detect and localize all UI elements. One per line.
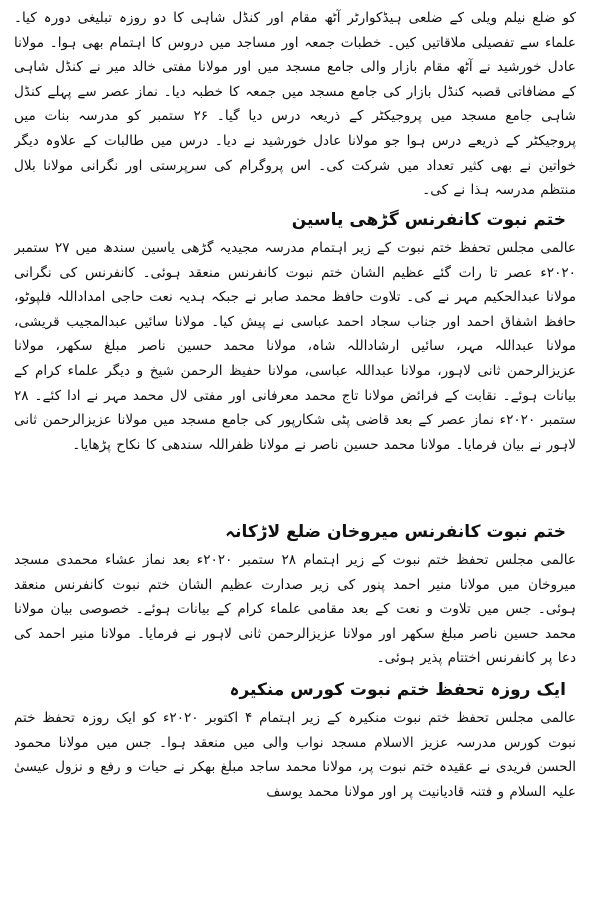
intro-paragraph: کو ضلع نیلم ویلی کے ضلعی ہیڈکوارٹر آٹھ مقام اور کنڈل شاہی کا دو روزہ تبلیغی دورہ کیا۔ علماء سے تفصیلی ملاقاتیں کیں۔ خطبات جمعہ اور مساجد میں دروس کا اہتمام بھی ہوا۔ مولانا عادل خورشید نے آٹھ مقام بازار والی جامع مسجد میں اور مولانا مفتی خالد میر نے کنڈل شاہی کے مضافاتی قصبہ کنڈل بازار کی جامع مسجد میں جمعہ کا خطبہ دیا۔ نماز عصر سے پہلے کنڈل شاہی جامع مسجد میں پروجیکٹر کے ذریعہ درس دیا گیا۔ ۲۶ ستمبر کو مدرسہ بنات میں پروجیکٹر کے ذریعے درس ہوا جو مولانا عادل خورشید نے دیا۔ درس میں طالبات کے علاوہ دیگر خواتین نے بھی کثیر تعداد میں شرکت کی۔ اس پروگرام کی سرپرستی اور نگرانی مولانا بلال منتظم مدرسہ ہذا نے کی۔ [14, 10, 576, 199]
section-body-mirokhan: عالمی مجلس تحفظ ختم نبوت کے زیر اہتمام ۲۸ ستمبر ۲۰۲۰ء بعد نماز عشاء محمدی مسجد میروخان میں مولانا منیر احمد پنور کی زیر صدارت عظیم الشان ختم نبوت کانفرنس منعقد ہوئی۔ جس میں تلاوت و نعت کے بعد مقامی علماء کرام کے بیانات ہوئے۔ خصوصی بیان مولانا محمد حسین ناصر مبلغ سکھر اور مولانا عزیزالرحمن ثانی لاہور نے فرمایا۔ مولانا منیر احمد کی دعا پر کانفرنس اختتام پذیر ہوئی۔ [14, 552, 576, 667]
section-heading-garhi-yasin: ختم نبوت کانفرنس گڑھی یاسین [291, 210, 566, 230]
section-heading-mirokhan: ختم نبوت کانفرنس میروخان ضلع لاڑکانہ [225, 522, 566, 542]
section-body-mankera-course: عالمی مجلس تحفظ ختم نبوت منکیرہ کے زیر اہتمام ۴ اکتوبر ۲۰۲۰ء کو ایک روزہ تحفظ ختم نبوت کورس مدرسہ عزیز الاسلام مسجد نواب والی میں منعقد ہوا۔ جس میں مولانا محمود الحسن فریدی نے عقیدہ ختم نبوت پر، مولانا محمد ساجد مبلغ بھکر نے حیات و رفع و نزول عیسیٰ علیہ السلام و فتنہ قادیانیت پر اور مولانا محمد یوسف [14, 710, 576, 800]
section-body-garhi-yasin: عالمی مجلس تحفظ ختم نبوت کے زیر اہتمام مدرسہ مجیدیہ گڑھی یاسین سندھ میں ۲۷ ستمبر ۲۰۲۰ء عصر تا رات گئے عظیم الشان ختم نبوت کانفرنس منعقد ہوئی۔ کانفرنس کی نگرانی مولانا عبدالحکیم مہر نے کی۔ تلاوت حافظ محمد صابر نے جبکہ ہدیہ نعت حاجی امداداللہ فلپوٹو، حافظ اشفاق احمد اور جناب سجاد احمد عباسی نے پیش کیا۔ مولانا سائیں عبدالمجیب قریشی، مولانا عبداللہ مہر، سائیں ارشاداللہ شاہ، مولانا محمد حسین ناصر مبلغ سکھر، مولانا عزیزالرحمن ثانی لاہور، مولانا عبداللہ عباسی، مولانا حفیظ الرحمن شیخ و دیگر علماء کرام کے بیانات ہوئے۔ نقابت کے فرائض مولانا تاج محمد معرفانی اور مفتی لال محمد مہر نے ادا کئے۔ ۲۸ ستمبر ۲۰۲۰ء نماز عصر کے بعد قاضی پٹی شکارپور کی جامع مسجد میں مولانا عزیزالرحمن ثانی لاہور نے بیان فرمایا۔ مولانا محمد حسین ناصر نے مولانا ظفراللہ سندھی کا نکاح پڑھایا۔ [14, 240, 576, 453]
section-heading-mankera-course: ایک روزہ تحفظ ختم نبوت کورس منکیرہ [229, 680, 566, 700]
